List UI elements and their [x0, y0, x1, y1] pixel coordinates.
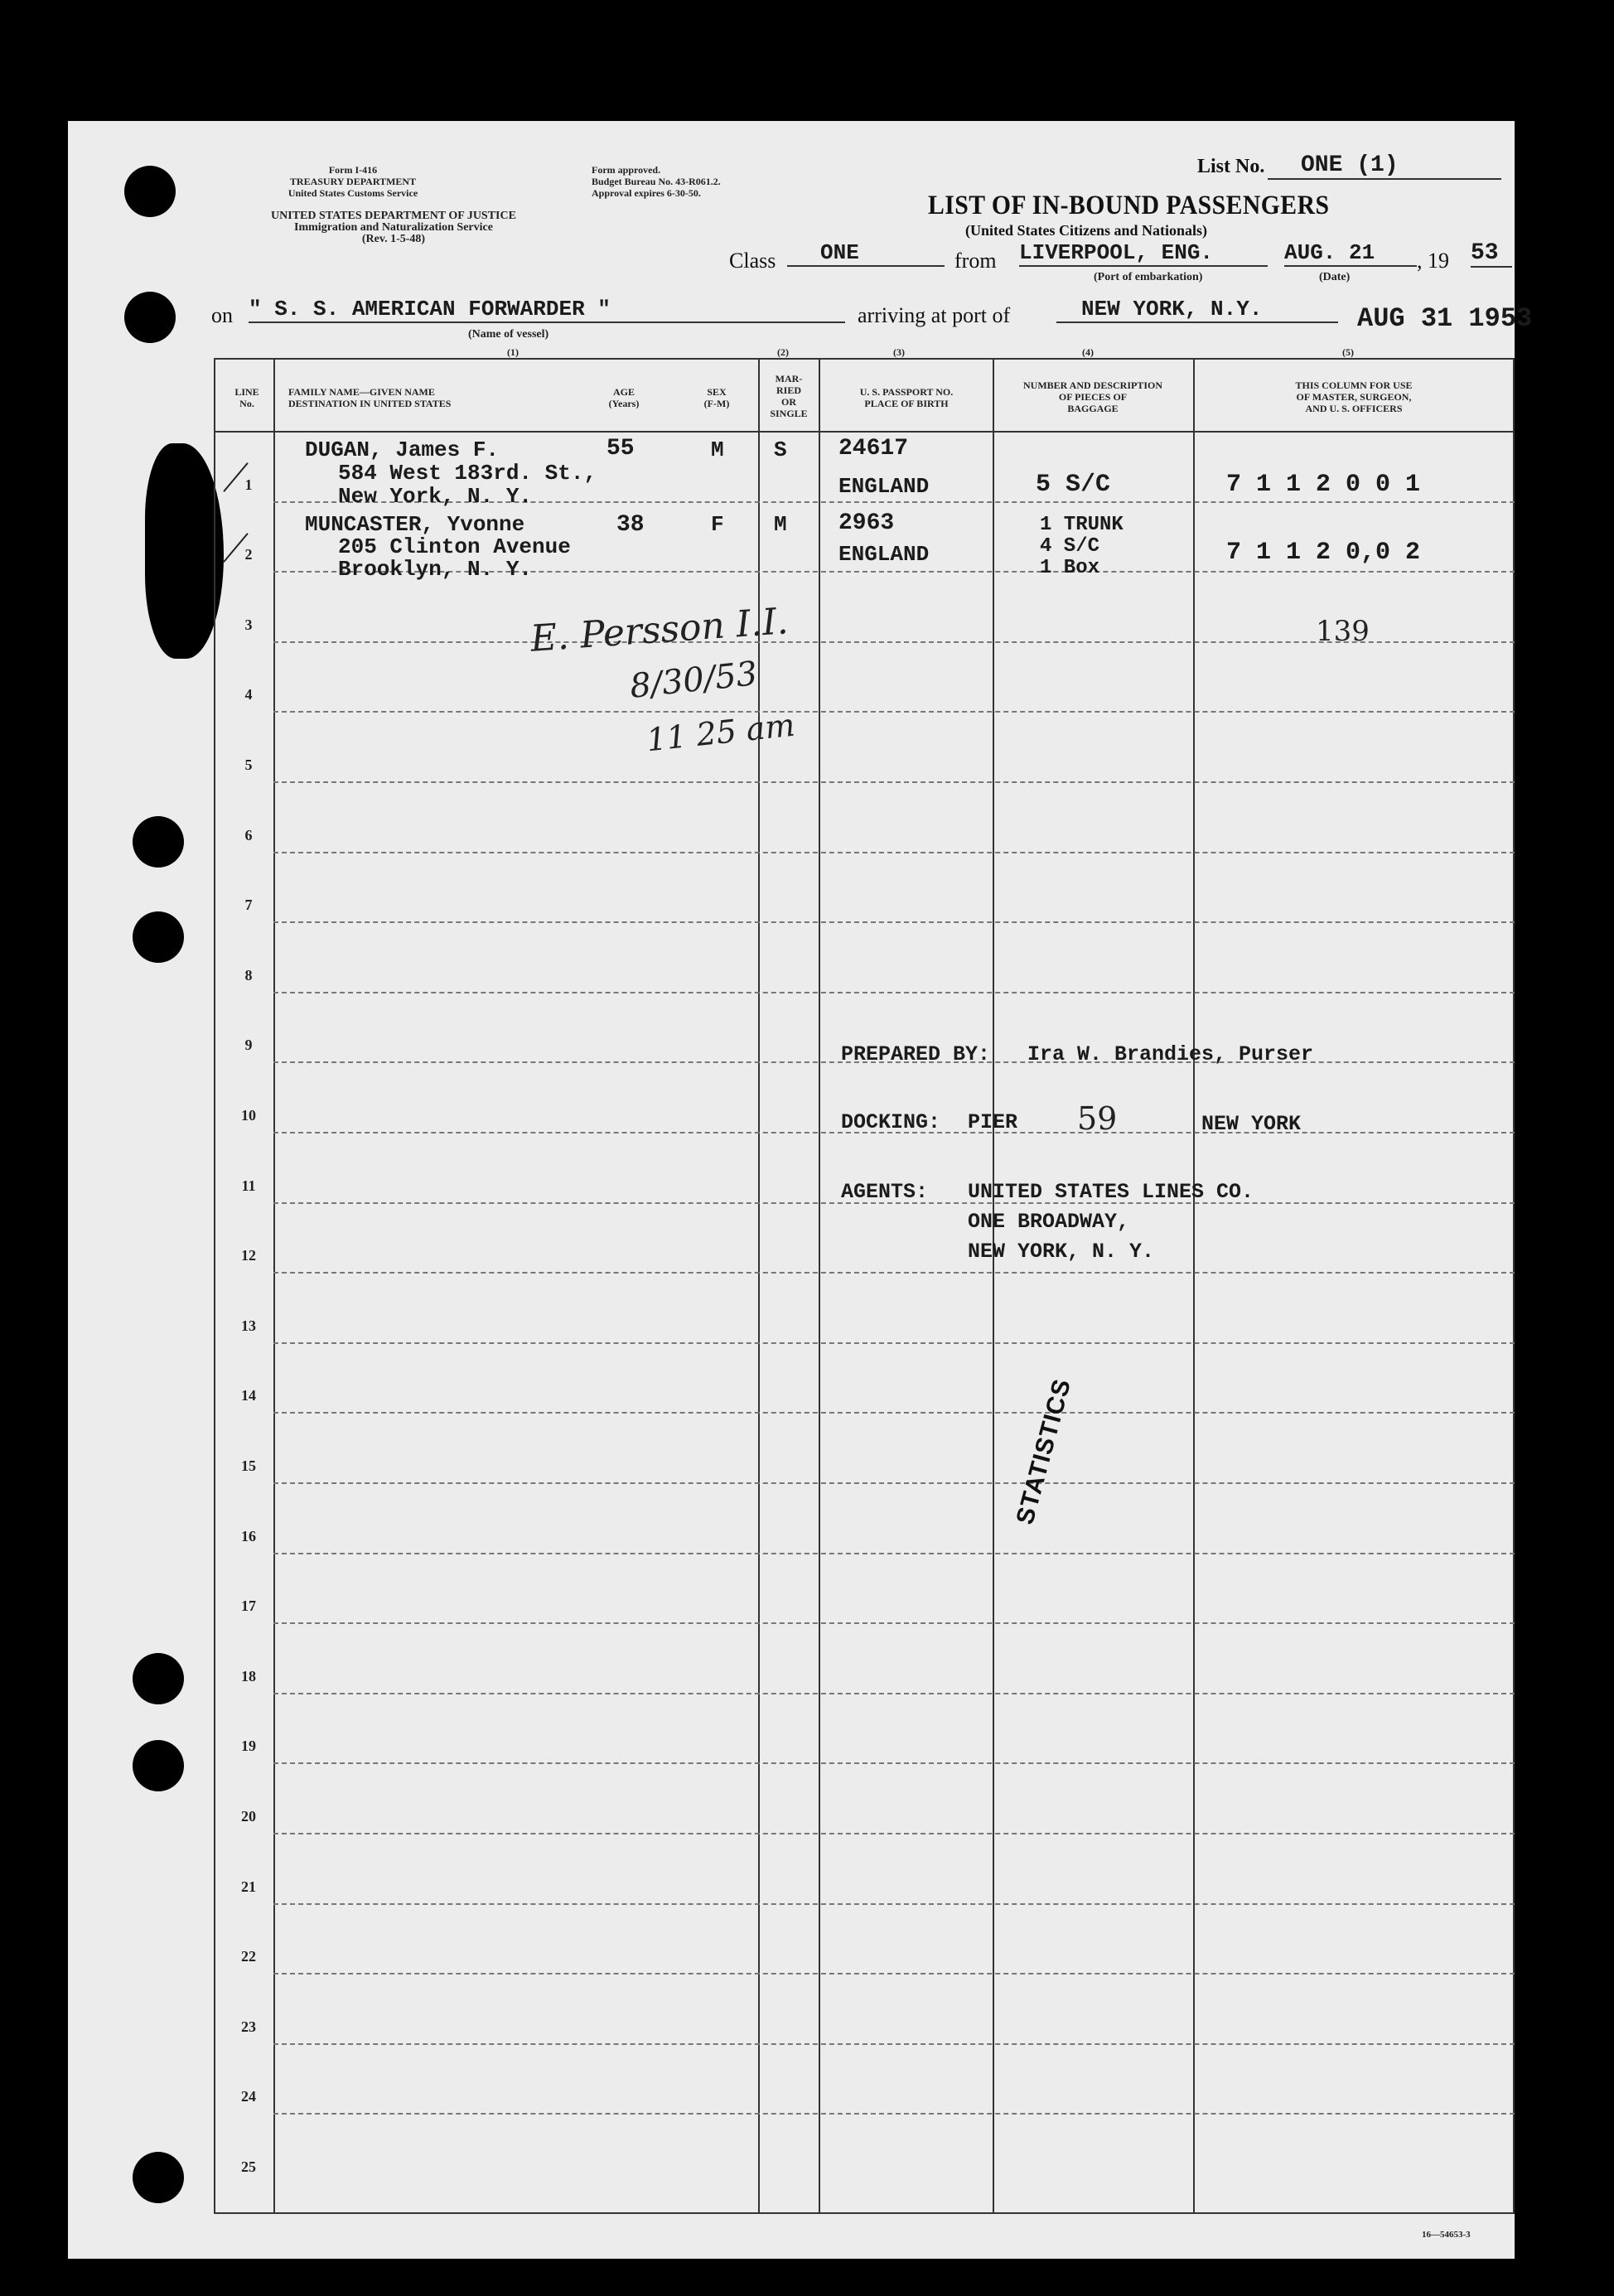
col-header-line: [222, 386, 272, 409]
col-header-marital: [761, 373, 817, 419]
col-number-2: (2): [777, 346, 789, 358]
col-header-text: OF MASTER, SURGEON,: [1296, 391, 1412, 403]
col-number-1: (1): [507, 346, 519, 358]
passenger-2-marital: M: [774, 512, 787, 537]
row-rule: [273, 1272, 1515, 1274]
table-divider: [819, 358, 820, 2214]
page-title: LIST OF IN-BOUND PASSENGERS: [928, 191, 1330, 220]
col-header-text: AND U. S. OFFICERS: [1305, 403, 1403, 414]
row-rule: [273, 921, 1515, 923]
col-header-text: U. S. PASSPORT NO.: [859, 386, 954, 398]
passenger-1-birthplace: ENGLAND: [838, 474, 930, 499]
line-number: 17: [241, 1598, 256, 1615]
col-header-text: FAMILY NAME—GIVEN NAME: [288, 386, 435, 398]
line-number: 13: [241, 1317, 256, 1334]
col-number-5: (5): [1342, 346, 1354, 358]
col-header-sex: [688, 386, 746, 409]
form-number: Form I-416: [328, 164, 378, 176]
footer-form-code: 16—54653-3: [1422, 2230, 1471, 2240]
line-number: 16: [241, 1527, 256, 1544]
passenger-2-officer-number: 7 1 1 2 0,0 2: [1226, 539, 1421, 567]
row-rule: [273, 1342, 1515, 1344]
row-rule: [273, 2043, 1515, 2045]
table-divider: [273, 358, 275, 2214]
passenger-1-officer-number: 7 1 1 2 0 0 1: [1226, 471, 1421, 499]
line-number: 11: [241, 1177, 256, 1194]
passenger-2-age: 38: [616, 512, 645, 538]
col-header-text: NUMBER AND DESCRIPTION: [1022, 379, 1163, 391]
passenger-1-address2: New York, N. Y.: [338, 484, 533, 509]
row-rule: [273, 1762, 1515, 1764]
handwritten-time: 11 25 am: [645, 706, 797, 759]
col-header-text: (F-M): [703, 398, 730, 409]
row-rule: [273, 1412, 1515, 1414]
row-rule: [273, 1833, 1515, 1834]
prepared-by-value: Ira W. Brandies, Purser: [1027, 1042, 1314, 1066]
justice-line: UNITED STATES DEPARTMENT OF JUSTICE: [271, 210, 516, 222]
docking-label: DOCKING:: [841, 1110, 941, 1134]
vessel-caption: (Name of vessel): [468, 328, 549, 341]
line-number: 12: [241, 1247, 256, 1264]
passenger-2-name: MUNCASTER, Yvonne: [305, 512, 525, 537]
col-header-age: [595, 386, 653, 409]
class-label: Class: [729, 249, 776, 273]
col-header-passport: [822, 386, 991, 409]
passenger-2-baggage-3: 1 Box: [1040, 557, 1100, 579]
approval-block: [592, 164, 721, 199]
col-header-text: BAGGAGE: [1067, 403, 1119, 414]
list-no-label: List No.: [1197, 156, 1265, 177]
line-number: 2: [244, 546, 253, 563]
passenger-1-address1: 584 West 183rd. St.,: [338, 461, 597, 486]
table-divider: [993, 358, 994, 2214]
port-caption: (Port of embarkation): [1094, 271, 1203, 283]
expires-line: Approval expires 6-30-50.: [592, 187, 701, 199]
year-prefix: , 19: [1417, 249, 1449, 273]
line-number: 24: [241, 2088, 256, 2105]
list-no-value: ONE (1): [1268, 152, 1501, 180]
line-number: 7: [244, 897, 253, 914]
passenger-1-sex: M: [711, 437, 724, 462]
binder-hole: [133, 1740, 184, 1791]
passenger-2-baggage-2: 4 S/C: [1040, 535, 1100, 558]
line-number: 23: [241, 2018, 256, 2035]
col-header-text: DESTINATION IN UNITED STATES: [288, 398, 452, 409]
line-number: 20: [241, 1808, 256, 1825]
passenger-2-address1: 205 Clinton Avenue: [338, 534, 571, 559]
passenger-2-passport: 2963: [838, 510, 895, 536]
row-rule: [273, 852, 1515, 853]
port-value: LIVERPOOL, ENG.: [1019, 240, 1268, 267]
agents-line-2: ONE BROADWAY,: [968, 1210, 1130, 1234]
line-number: 18: [241, 1667, 256, 1685]
line-number: 25: [241, 2158, 256, 2175]
passenger-1-baggage: 5 S/C: [1036, 471, 1111, 499]
table-divider: [1193, 358, 1195, 2214]
row-rule: [273, 992, 1515, 993]
line-number: 15: [241, 1457, 256, 1474]
col-header-officers: [1195, 379, 1513, 414]
passenger-2-sex: F: [711, 512, 724, 537]
col-header-text: AGE: [612, 386, 635, 398]
line-number: 14: [241, 1387, 256, 1404]
row-rule: [273, 781, 1515, 783]
date-caption: (Date): [1319, 271, 1351, 283]
on-label: on: [211, 303, 233, 327]
col-header-text: SEX: [707, 386, 727, 398]
col-header-text: PLACE OF BIRTH: [864, 398, 949, 409]
docking-value: PIER: [968, 1110, 1018, 1134]
treasury-line: TREASURY DEPARTMENT: [289, 176, 417, 187]
col-header-text: RIED: [776, 384, 801, 396]
col-header-text: No.: [239, 398, 254, 409]
class-value: ONE: [787, 240, 945, 267]
row-rule: [273, 1622, 1515, 1624]
passenger-1-passport: 24617: [838, 436, 909, 462]
arriving-label: arriving at port of: [858, 303, 1011, 327]
revision-line: (Rev. 1-5-48): [361, 233, 426, 245]
line-number: 3: [244, 616, 253, 633]
from-label: from: [954, 249, 997, 273]
customs-line: United States Customs Service: [288, 187, 418, 199]
line-number: 8: [244, 966, 253, 984]
col-header-text: OF PIECES OF: [1058, 391, 1128, 403]
col-header-text: OR: [781, 396, 796, 408]
budget-line: Budget Bureau No. 43-R061.2.: [592, 176, 721, 187]
col-header-text: LINE: [234, 386, 259, 398]
line-number: 9: [244, 1037, 253, 1054]
line-number: 1: [244, 476, 253, 493]
row-rule: [273, 711, 1515, 713]
passenger-1-marital: S: [774, 437, 787, 462]
handwritten-date: 8/30/53: [628, 655, 760, 706]
row-rule: [273, 1693, 1515, 1694]
prepared-by-label: PREPARED BY:: [841, 1042, 991, 1066]
row-rule: [273, 1482, 1515, 1484]
page-subtitle: (United States Citizens and Nationals): [965, 222, 1208, 239]
vessel-name: " S. S. AMERICAN FORWARDER ": [249, 297, 845, 323]
immigration-line: Immigration and Naturalization Service: [294, 221, 493, 234]
form-header: [212, 164, 494, 199]
col-header-text: MAR-: [775, 373, 803, 384]
col-header-text: THIS COLUMN FOR USE: [1295, 379, 1413, 391]
passenger-2-baggage-1: 1 TRUNK: [1040, 514, 1124, 536]
line-number: 5: [244, 756, 253, 773]
passenger-2-address2: Brooklyn, N. Y.: [338, 557, 533, 582]
row-rule: [273, 1973, 1515, 1975]
statistics-stamp: STATISTICS: [1011, 1375, 1077, 1528]
col-number-4: (4): [1082, 346, 1094, 358]
pier-number: 59: [1077, 1100, 1118, 1137]
justice-header: [207, 210, 580, 245]
col-header-name: [288, 386, 451, 409]
year-value: 53: [1471, 240, 1512, 268]
agents-label: AGENTS:: [841, 1180, 929, 1204]
line-number: 10: [241, 1107, 256, 1124]
col-number-3: (3): [893, 346, 905, 358]
header-rule: [214, 431, 1515, 433]
approved-line: Form approved.: [592, 164, 661, 176]
line-number: 6: [244, 826, 253, 843]
line-number: 21: [241, 1878, 256, 1895]
binder-hole: [124, 292, 176, 343]
arrival-date-stamp: AUG 31 1953: [1357, 303, 1533, 334]
passenger-1-name: DUGAN, James F.: [305, 437, 500, 462]
line-number: 22: [241, 1948, 256, 1965]
row-rule: [273, 2113, 1515, 2115]
agents-line-3: NEW YORK, N. Y.: [968, 1240, 1155, 1264]
row-rule: [273, 1903, 1515, 1905]
passenger-1-age: 55: [606, 436, 635, 462]
docking-city: NEW YORK: [1201, 1112, 1302, 1136]
passenger-2-birthplace: ENGLAND: [838, 542, 930, 567]
binder-hole: [133, 911, 184, 963]
binder-hole: [133, 816, 184, 868]
col-header-baggage: [994, 379, 1191, 414]
col-header-text: SINGLE: [770, 408, 808, 419]
binder-hole: [133, 1653, 184, 1704]
line-number: 4: [244, 686, 253, 703]
handwritten-count: 139: [1316, 615, 1370, 648]
agents-line-1: UNITED STATES LINES CO.: [968, 1180, 1254, 1204]
handwritten-signature: E. Persson I.I.: [529, 600, 790, 660]
col-header-text: (Years): [608, 398, 640, 409]
date-value: AUG. 21: [1284, 240, 1417, 267]
line-number: 19: [241, 1738, 256, 1755]
row-rule: [273, 1553, 1515, 1554]
arrival-port: NEW YORK, N.Y.: [1056, 297, 1338, 323]
binder-hole: [133, 2152, 184, 2203]
binder-hole: [124, 166, 176, 217]
